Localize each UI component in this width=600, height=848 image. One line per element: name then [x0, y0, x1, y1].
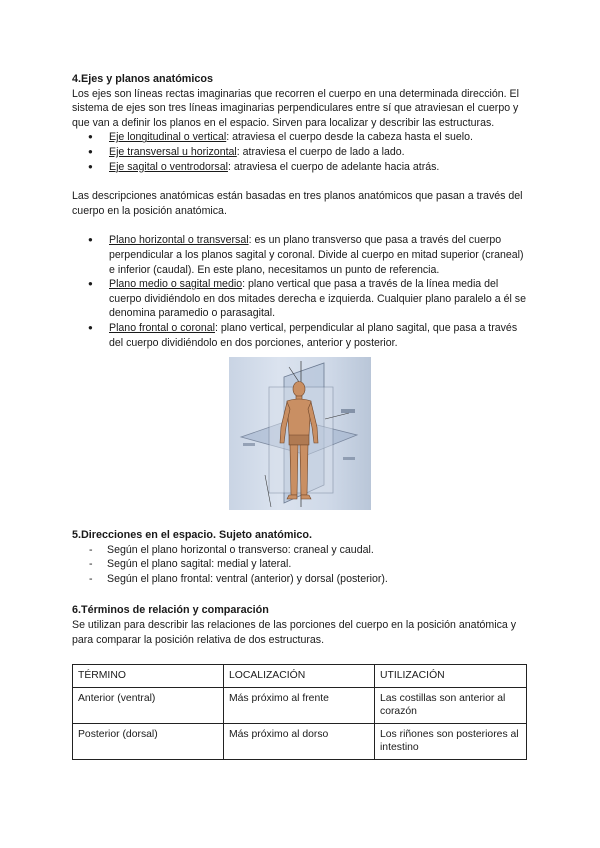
list-item — [72, 321, 532, 350]
axis-term: Eje sagital o ventrodorsal — [109, 160, 228, 173]
list-item — [72, 233, 532, 277]
figure-label-mark — [343, 457, 355, 460]
document-page — [72, 72, 532, 760]
table-header-cell: LOCALIZACIÓN — [224, 665, 375, 688]
list-item — [72, 130, 532, 145]
table-cell: Más próximo al frente — [224, 688, 375, 724]
plane-term: Plano horizontal o transversal — [109, 234, 249, 247]
table-cell: Más próximo al dorso — [224, 724, 375, 760]
plane-term: Plano frontal o coronal — [109, 321, 216, 334]
section-6-title: 6.Términos de relación y comparación — [72, 604, 269, 617]
axis-term: Eje transversal u horizontal — [109, 145, 237, 158]
list-item — [72, 277, 532, 321]
axes-list — [72, 130, 532, 174]
plane-term: Plano medio o sagital medio — [109, 278, 243, 291]
list-item — [72, 160, 532, 175]
axis-term: Eje longitudinal o vertical — [109, 131, 227, 144]
anatomical-planes-illustration — [229, 357, 371, 510]
planes-intro: Las descripciones anatómicas están basadas en tres planos anatómicos que pasan a través del cuerpo en la posición anatómica. — [72, 190, 523, 217]
table-cell: Las costillas son anterior al corazón — [375, 688, 527, 724]
list-item: - Según el plano horizontal o transverso: craneal y caudal. — [72, 543, 532, 558]
list-item: - Según el plano sagital: medial y lateral. — [72, 557, 532, 572]
anatomical-planes-figure — [229, 357, 371, 510]
list-item — [72, 145, 532, 160]
table-header-cell: TÉRMINO — [73, 665, 224, 688]
section-4-intro: Los ejes son líneas rectas imaginarias que recorren el cuerpo en una determinada dirección. El sistema de ejes son tres líneas imaginarias perpendiculares entre sí que atraviesan el cuerpo y que van a definir los planos en el espacio. Sirven para localizar y describir las estructuras. — [72, 87, 519, 129]
plane-description: : plano vertical, perpendicular al plano sagital, que pasa a través del cuerpo dividiéndolo en dos porciones, anterior y posterior. — [109, 321, 518, 349]
table-cell: Posterior (dorsal) — [73, 724, 224, 760]
terms-table — [72, 664, 527, 760]
section-6-intro: Se utilizan para describir las relaciones de las porciones del cuerpo en la posición anatómica y para comparar la posición relativa de dos estructuras. — [72, 619, 517, 646]
table-cell: Los riñones son posteriores al intestino — [375, 724, 527, 760]
axis-description: : atraviesa el cuerpo desde la cabeza hasta el suelo. — [226, 131, 473, 144]
table-row — [73, 688, 527, 724]
directions-list — [72, 543, 532, 587]
table-cell: Anterior (ventral) — [73, 688, 224, 724]
plane-description: : es un plano transverso que pasa a través del cuerpo perpendicular a los planos sagital y coronal. Divide al cuerpo en mitad superior (craneal) e inferior (caudal). En este plano, necesitamos un punto de referencia. — [109, 234, 524, 276]
figure-label-mark — [341, 409, 355, 413]
section-5-title: 5.Direcciones en el espacio. Sujeto anatómico. — [72, 529, 313, 542]
axis-description: : atraviesa el cuerpo de adelante hacia atrás. — [227, 160, 440, 173]
section-4-title: 4.Ejes y planos anatómicos — [72, 73, 214, 85]
table-header-cell: UTILIZACIÓN — [375, 665, 527, 688]
axis-description: : atraviesa el cuerpo de lado a lado. — [236, 145, 405, 158]
plane-description: : plano vertical que pasa a través de la línea media del cuerpo dividiéndolo en dos mitades derecha e izquierda. Cualquier plano paralelo a él se denomina paramedio o parasagital. — [109, 278, 526, 320]
planes-list — [72, 233, 532, 350]
figure-label-mark — [243, 443, 255, 446]
table-row — [73, 724, 527, 760]
list-item: - Según el plano frontal: ventral (anterior) y dorsal (posterior). — [72, 572, 532, 587]
table-header-row — [73, 665, 527, 688]
